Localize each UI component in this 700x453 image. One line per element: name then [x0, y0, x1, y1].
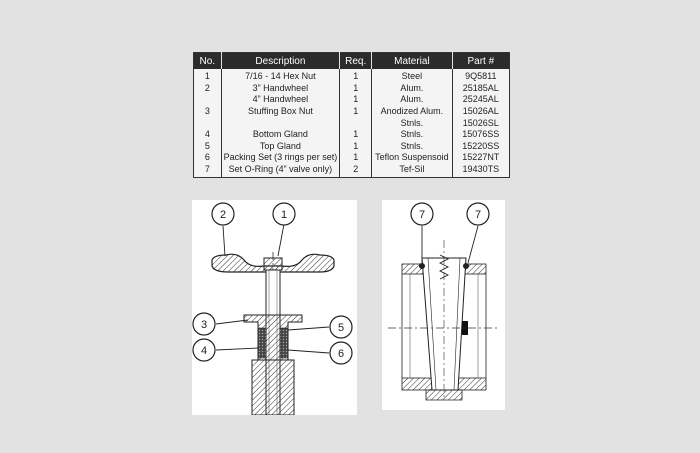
packing-left [258, 328, 266, 358]
svg-text:7: 7 [474, 209, 482, 221]
cell-no: 5 [194, 141, 222, 153]
cell-description: Bottom Gland [221, 129, 340, 141]
cell-description [221, 117, 340, 129]
callout-6 [330, 342, 352, 364]
o-ring-right [463, 263, 469, 269]
cell-part: 25185AL [462, 82, 499, 93]
cell-description: Set O-Ring (4” valve only) [221, 164, 340, 178]
cell-req: 1 [340, 83, 372, 95]
cell-req: 1 [340, 69, 372, 83]
stuffing-box-nut [244, 315, 302, 360]
cell-part: 15220SS [462, 140, 500, 151]
hex-nut [264, 258, 282, 270]
table-row [194, 141, 510, 153]
svg-text:1: 1 [280, 209, 288, 221]
parts-table [193, 52, 510, 178]
table-row [194, 164, 510, 178]
cell-part: 9Q5811 [465, 71, 497, 82]
cell-no [194, 117, 222, 129]
callout-4 [193, 339, 215, 361]
header-req: Req. [340, 53, 372, 70]
header-part-number: Part # [452, 53, 509, 70]
cell-material: Anodized Alum. [372, 106, 452, 118]
cell-material: Stnls. [372, 129, 452, 141]
table-row [194, 117, 510, 129]
table-row [194, 152, 510, 164]
table-header-row [194, 53, 510, 70]
svg-text:3: 3 [200, 319, 208, 331]
cell-material: Tef-Sil [372, 164, 452, 178]
callout-2 [212, 203, 234, 225]
cell-description: Stuffing Box Nut [221, 106, 340, 118]
cell-material: Alum. [372, 83, 452, 95]
callout-7-right [467, 203, 489, 225]
cell-part: 15026AL [462, 106, 499, 117]
cell-material: Steel [372, 69, 452, 83]
cell-no [194, 94, 222, 106]
cell-req: 2 [340, 164, 372, 178]
cell-part: 19430TS [462, 164, 500, 175]
cell-req: 1 [340, 129, 372, 141]
svg-text:4: 4 [200, 345, 208, 357]
cell-req: 1 [340, 152, 372, 164]
cell-material: Stnls. [372, 117, 452, 129]
handwheel-section-diagram [192, 200, 357, 415]
valve-body [252, 360, 294, 415]
callout-7-left [411, 203, 433, 225]
header-no: No. [194, 53, 222, 70]
header-description: Description [221, 53, 340, 70]
svg-text:7: 7 [418, 209, 426, 221]
cell-no: 7 [194, 164, 222, 178]
cell-no: 2 [194, 83, 222, 95]
table-row [194, 129, 510, 141]
cell-no: 4 [194, 129, 222, 141]
cell-no: 1 [194, 69, 222, 83]
cell-req [340, 117, 372, 129]
cell-material: Alum. [372, 94, 452, 106]
table-row [194, 106, 510, 118]
cell-no: 3 [194, 106, 222, 118]
svg-text:5: 5 [337, 322, 345, 334]
cell-req: 1 [340, 94, 372, 106]
cell-part: 15227NT [462, 152, 500, 163]
callout-5 [330, 316, 352, 338]
o-ring-section-diagram [382, 200, 505, 410]
cell-part: 15026SL [462, 117, 499, 128]
cell-description: 4” Handwheel [221, 94, 340, 106]
cell-req: 1 [340, 106, 372, 118]
header-material: Material [372, 53, 452, 70]
cell-part: 25245AL [462, 94, 499, 105]
cell-description: Top Gland [221, 141, 340, 153]
table-row [194, 94, 510, 106]
cell-no: 6 [194, 152, 222, 164]
callout-3 [193, 313, 215, 335]
svg-text:2: 2 [219, 209, 227, 221]
cell-description: 3” Handwheel [221, 83, 340, 95]
packing-right [280, 328, 288, 358]
cell-description: Packing Set (3 rings per set) [221, 152, 340, 164]
svg-text:6: 6 [337, 348, 345, 360]
table-row [194, 69, 510, 83]
callout-1 [273, 203, 295, 225]
cell-material: Stnls. [372, 141, 452, 153]
cell-material: Teflon Suspensoid [372, 152, 452, 164]
o-ring-left [419, 263, 425, 269]
table-row [194, 83, 510, 95]
cell-req: 1 [340, 141, 372, 153]
cell-description: 7/16 - 14 Hex Nut [221, 69, 340, 83]
cell-part: 15076SS [462, 129, 500, 140]
